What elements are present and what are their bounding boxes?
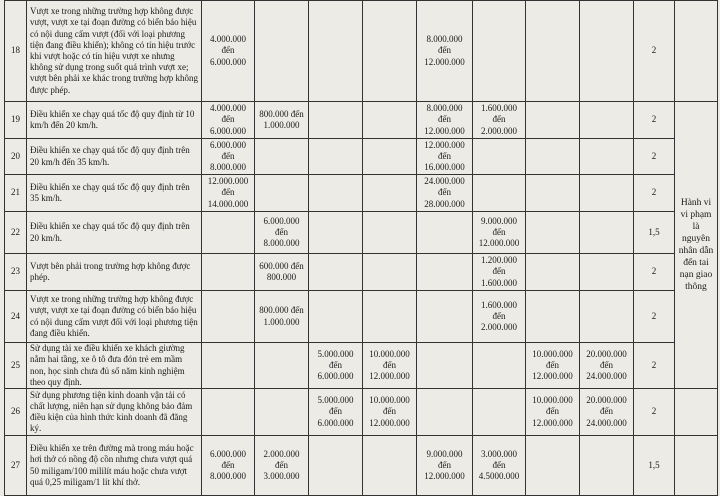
fine-cell: 20.000.000 đến 24.000.000 <box>580 343 634 389</box>
note-cell <box>675 1 718 102</box>
fine-cell: 2 <box>634 389 675 436</box>
table-row <box>5 389 718 436</box>
fine-cell <box>417 343 473 389</box>
violation-text: Điều khiển xe trên đường mà trong máu hoặc hơi thở có nồng độ cồn nhưng chưa vượt quá 50 miligam/100 mililít máu hoặc chưa vượt quá 0,25 miligam/1 lít khí thở. <box>27 436 202 496</box>
fine-cell: 1,5 <box>634 212 675 254</box>
fine-cell <box>363 139 417 175</box>
fine-cell: 6.000.000 đến 8.000.000 <box>202 436 255 496</box>
fine-cell <box>255 139 309 175</box>
fine-cell: 5.000.000 đến 6.000.000 <box>309 389 363 436</box>
fine-cell <box>202 389 255 436</box>
fine-cell <box>580 436 634 496</box>
violation-text: Điều khiển xe chạy quá tốc độ quy định trên 20 km/h. <box>27 212 202 254</box>
fine-cell <box>255 343 309 389</box>
violation-text: Vượt xe trong những trường hợp không được vượt, vượt xe tại đoạn đường có biển báo hiệu có nội dung cấm vượt đối với loại phương tiện đang điều khiển. <box>27 291 202 343</box>
fine-cell <box>417 254 473 291</box>
fine-cell <box>580 139 634 175</box>
fine-cell <box>580 212 634 254</box>
fine-cell <box>202 291 255 343</box>
accident-note: Hành vi vi phạm là nguyên nhân dẫn đến tai nạn giao thông <box>675 102 718 389</box>
fines-table <box>4 0 718 496</box>
fine-cell: 2 <box>634 102 675 139</box>
fine-cell <box>473 175 526 212</box>
fine-cell <box>202 254 255 291</box>
row-number: 23 <box>5 254 27 291</box>
fine-cell: 2 <box>634 254 675 291</box>
fine-cell: 800.000 đến 1.000.000 <box>255 291 309 343</box>
fine-cell: 2 <box>634 291 675 343</box>
fine-cell: 1,5 <box>634 436 675 496</box>
table-row <box>5 436 718 496</box>
table-row <box>5 175 718 212</box>
fine-cell <box>309 436 363 496</box>
fine-cell <box>417 389 473 436</box>
fine-cell: 800.000 đến 1.000.000 <box>255 102 309 139</box>
row-number: 27 <box>5 436 27 496</box>
fine-cell: 8.000.000 đến 12.000.000 <box>417 1 473 102</box>
fine-cell <box>417 291 473 343</box>
row-number: 18 <box>5 1 27 102</box>
fine-cell <box>309 1 363 102</box>
table-row <box>5 212 718 254</box>
violation-text: Điều khiển xe chạy quá tốc độ quy định trên 35 km/h. <box>27 175 202 212</box>
fine-cell <box>526 212 580 254</box>
fine-cell <box>363 254 417 291</box>
fine-cell <box>255 175 309 212</box>
fine-cell: 600.000 đến 800.000 <box>255 254 309 291</box>
row-number: 20 <box>5 139 27 175</box>
fine-cell: 2 <box>634 139 675 175</box>
table-row <box>5 102 718 139</box>
fine-cell: 6.000.000 đến 8.000.000 <box>202 139 255 175</box>
note-cell <box>675 436 718 496</box>
violation-text: Vượt bên phải trong trường hợp không được phép. <box>27 254 202 291</box>
fine-cell: 20.000.000 đến 24.000.000 <box>580 389 634 436</box>
note-cell <box>675 389 718 436</box>
fine-cell <box>363 1 417 102</box>
fine-cell: 1.200.000 đến 1.600.000 <box>473 254 526 291</box>
fine-cell: 6.000.000 đến 8.000.000 <box>255 212 309 254</box>
fine-cell <box>526 139 580 175</box>
fine-cell <box>255 389 309 436</box>
fine-cell: 2.000.000 đến 3.000.000 <box>255 436 309 496</box>
fine-cell <box>363 102 417 139</box>
table-row <box>5 291 718 343</box>
fine-cell <box>526 291 580 343</box>
fine-cell <box>202 343 255 389</box>
fine-cell <box>363 436 417 496</box>
fine-cell: 4.000.000 đến 6.000.000 <box>202 1 255 102</box>
row-number: 24 <box>5 291 27 343</box>
fine-cell: 5.000.000 đến 6.000.000 <box>309 343 363 389</box>
fine-cell: 2 <box>634 175 675 212</box>
fine-cell: 10.000.000 đến 12.000.000 <box>363 389 417 436</box>
fine-cell <box>309 139 363 175</box>
fine-cell <box>363 291 417 343</box>
row-number: 21 <box>5 175 27 212</box>
table-row <box>5 343 718 389</box>
fine-cell <box>580 1 634 102</box>
fine-cell <box>473 343 526 389</box>
fine-cell: 12.000.000 đến 16.000.000 <box>417 139 473 175</box>
fine-cell: 2 <box>634 343 675 389</box>
fine-cell: 10.000.000 đến 12.000.000 <box>526 343 580 389</box>
fine-cell: 1.600.000 đến 2.000.000 <box>473 102 526 139</box>
violation-text: Sử dụng phương tiện kinh doanh vận tải có chất lượng, niên hạn sử dụng không bảo đảm điều kiện của hình thức kinh doanh đã đăng ký. <box>27 389 202 436</box>
fine-cell: 9.000.000 đến 12.000.000 <box>473 212 526 254</box>
fine-cell: 24.000.000 đến 28.000.000 <box>417 175 473 212</box>
fine-cell: 2 <box>634 1 675 102</box>
fine-cell <box>473 139 526 175</box>
violation-text: Điều khiển xe chạy quá tốc độ quy định từ 10 km/h đến 20 km/h. <box>27 102 202 139</box>
fine-cell: 12.000.000 đến 14.000.000 <box>202 175 255 212</box>
fine-cell <box>309 175 363 212</box>
fine-cell: 9.000.000 đến 12.000.000 <box>417 436 473 496</box>
fine-cell <box>363 212 417 254</box>
fine-cell <box>255 1 309 102</box>
fine-cell: 10.000.000 đến 12.000.000 <box>363 343 417 389</box>
violation-text: Vượt xe trong những trường hợp không được vượt, vượt xe tại đoạn đường có biển báo hiệu có nội dung cấm vượt (đối với loại phương tiện đang điều khiển); không có tín hiệu trước khi vượt hoặc có tín hiệu vượt xe nhưng không sử dụng trong suốt quá trình vượt xe; vượt bên phải xe khác trong trường hợp không được phép. <box>27 1 202 102</box>
fine-cell <box>526 102 580 139</box>
fine-cell: 1.600.000 đến 2.000.000 <box>473 291 526 343</box>
table-row <box>5 139 718 175</box>
fine-cell <box>417 212 473 254</box>
row-number: 19 <box>5 102 27 139</box>
row-number: 25 <box>5 343 27 389</box>
fine-cell <box>309 212 363 254</box>
fine-cell <box>309 291 363 343</box>
fine-cell <box>473 1 526 102</box>
fine-cell <box>580 291 634 343</box>
fine-cell: 8.000.000 đến 12.000.000 <box>417 102 473 139</box>
table-body <box>5 1 718 496</box>
violation-text: Điều khiển xe chạy quá tốc độ quy định trên 20 km/h đến 35 km/h. <box>27 139 202 175</box>
fine-cell: 4.000.000 đến 6.000.000 <box>202 102 255 139</box>
fine-cell <box>473 389 526 436</box>
fine-cell <box>526 436 580 496</box>
fine-cell <box>580 175 634 212</box>
fine-cell <box>526 254 580 291</box>
fine-cell <box>580 254 634 291</box>
violation-text: Sử dụng tài xe điều khiển xe khách giường nằm hai tầng, xe ô tô đưa đón trẻ em mầm non, học sinh chưa đủ số năm kinh nghiệm theo quy định. <box>27 343 202 389</box>
row-number: 26 <box>5 389 27 436</box>
fine-cell <box>526 175 580 212</box>
table-row <box>5 1 718 102</box>
fine-cell <box>580 102 634 139</box>
table-row <box>5 254 718 291</box>
fine-cell: 3.000.000 đến 4.5000.000 <box>473 436 526 496</box>
fine-cell <box>309 102 363 139</box>
fine-cell <box>526 1 580 102</box>
fine-cell <box>202 212 255 254</box>
fine-cell <box>309 254 363 291</box>
fine-cell: 10.000.000 đến 12.000.000 <box>526 389 580 436</box>
fine-cell <box>363 175 417 212</box>
row-number: 22 <box>5 212 27 254</box>
